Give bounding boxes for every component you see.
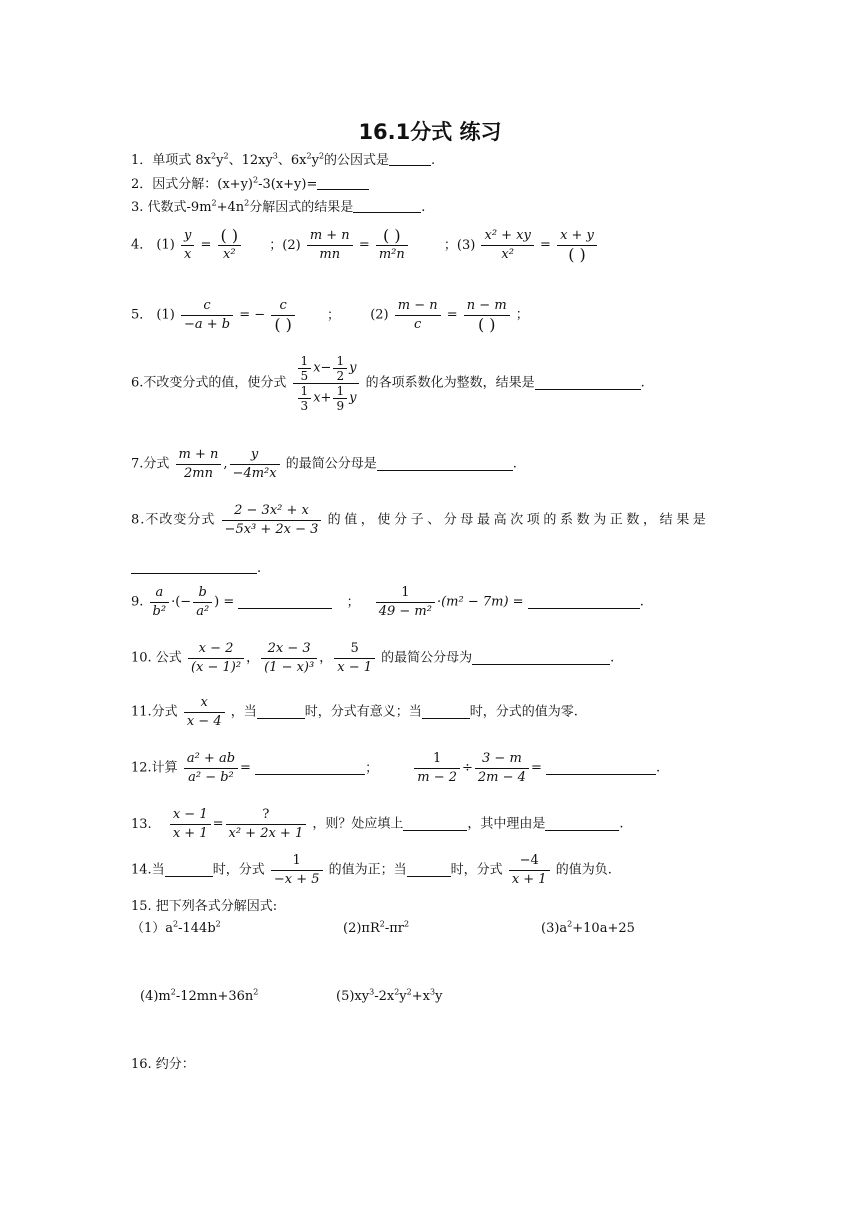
question-3: 3. 代数式$-9m^2+4n^2$分解因式的结果是 . [131,198,426,215]
question-12: 12.计算 $\frac{\text{a² + ab}}{\text{a² − b²}}$ = ； $\frac{1}{m - 2}$ ÷ $\frac{3 - m}{2m - 4}$ = . [131,751,661,785]
fraction: $\frac{x}{x - 4}$ [184,694,225,731]
fraction: $\frac{a}{\text{b²}}$ [150,584,170,621]
question-8: 8.不改变分式 $\frac{\text{2 − 3x² + x}}{\text{−5x³ + 2x − 3}}$ 的值，使分子、分母最高次项的系数为正数，结果是 [131,503,710,537]
fraction: $\frac{\text{a² + ab}}{\text{a² − b²}}$ [184,750,238,787]
answer-blank[interactable] [403,818,467,831]
answer-blank[interactable] [257,706,305,719]
question-15-item-2: $(2)\pi R^2-\pi r^2$ [343,919,410,936]
answer-blank[interactable] [165,864,213,877]
fraction: $\frac{y}{\text{−4m²x}}$ [230,446,280,483]
fraction: $\frac{\text{2 − 3x² + x}}{\text{−5x³ + 2x − 3}}$ [222,502,322,539]
answer-blank[interactable] [528,596,640,609]
fraction: $\frac{1}{m - 2}$ [414,750,460,787]
question-11: 11.分式 $\frac{x}{x - 4}$ ，当 时，分式有意义；当 时，分式的值为零. [131,695,578,729]
fraction: $\frac{1}{-x + 5}$ [271,852,323,889]
answer-blank[interactable] [407,864,451,877]
fraction: $\frac{-4}{x + 1}$ [509,852,550,889]
question-15-item-4: $(4)m^2-12mn+36n^2$ [140,987,259,1004]
answer-blank[interactable] [535,377,641,390]
fraction: $\frac{c}{( )}$ [271,297,295,334]
question-10: 10. 公式 $\frac{x - 2}{\text{(x − 1)²}}$ ， $\frac{2x - 3}{\text{(1 − x)³}}$ ， $\frac{5}{x - 1}$ 的最简公分母为 . [131,641,615,675]
question-5: 5． (1) $\frac{c}{-a + b}$ = − $\frac{c}{( )}$ ； (2) $\frac{m - n}{c}$ = $\frac{n - m}{( )}$ ； [131,298,529,334]
answer-blank[interactable] [353,200,421,213]
fraction: $\frac{m + n}{mn}$ [307,227,353,264]
fraction: $\frac{x + y}{( )}$ [557,227,597,264]
fraction: $\frac{y}{x}$ [181,227,194,264]
answer-blank[interactable] [131,561,257,574]
page-title: 16.1分式 练习 [358,120,502,144]
question-6: 6.不改变分式的值，使分式 $\frac{1}{5}$ x− $\frac{1}{2}$ y $\frac{1}{3}$ x+ $\frac{1}{9}$ y 的各项系数化为整数，结果是 . [131,354,645,413]
fraction: $\frac{1}{\text{49 − m²}}$ [376,584,435,621]
fraction: $\frac{x - 1}{x + 1}$ [170,806,211,843]
fraction: $\frac{c}{-a + b}$ [181,297,233,334]
question-16: 16. 约分： [131,1057,195,1072]
question-4: 4． (1) $\frac{y}{x}$ = $\frac{( )}{\text{x²}}$ ；(2) $\frac{m + n}{mn}$ = $\frac{( )}{\text{m²n}}$ ；(3) $\frac{\text{x² + xy}}{\text{x²}}$ = $\frac{x + y}{( )}$ [131,227,599,264]
answer-blank[interactable] [472,652,610,665]
answer-blank[interactable] [255,762,365,775]
question-15-item-1: $(1)a^2-144b^2$ [131,919,221,936]
fraction: $\frac{x - 2}{\text{(x − 1)²}}$ [188,640,244,677]
question-2: 2．因式分解：$(x+y)^2-3(x+y)=$ [131,176,369,194]
question-1: 1．单项式 $8x^2y^2$、$12xy^3$、$6x^2y^2$的公因式是 . [131,151,436,168]
fraction: $\frac{5}{x - 1}$ [334,640,375,677]
answer-blank[interactable] [545,818,619,831]
answer-blank[interactable] [546,762,656,775]
fraction: $\frac{3 - m}{2m - 4}$ [475,750,529,787]
fraction: $\frac{m - n}{c}$ [395,297,441,334]
question-9: 9. $\frac{a}{\text{b²}}$ ·(− $\frac{b}{\text{a²}}$ ) = ； $\frac{1}{\text{49 − m²}}$ ·(m² − 7m) = . [131,585,644,619]
fraction: $\frac{( )}{\text{m²n}}$ [376,227,408,264]
fraction: $\frac{( )}{\text{x²}}$ [218,227,242,264]
question-14: 14.当 时，分式 $\frac{1}{-x + 5}$ 的值为正；当 时，分式 $\frac{-4}{x + 1}$ 的值为负. [131,853,612,887]
answer-blank[interactable] [317,177,369,190]
question-15: 15. 把下列各式分解因式: [131,899,278,914]
complex-fraction: $\frac{1}{5}$ x− $\frac{1}{2}$ y $\frac{1}{3}$ x+ $\frac{1}{9}$ y [293,354,360,413]
fraction: $\frac{n - m}{( )}$ [464,297,510,334]
question-8-answer: . [131,560,261,578]
fraction: $\frac{\text{x² + xy}}{\text{x²}}$ [481,227,533,264]
fraction: $\frac{2x - 3}{\text{(1 − x)³}}$ [261,640,317,677]
question-7: 7.分式 $\frac{m + n}{2mn}$ , $\frac{y}{\text{−4m²x}}$ 的最简公分母是 . [131,447,517,481]
answer-blank[interactable] [238,596,332,609]
fraction: $\frac{b}{\text{a²}}$ [193,584,212,621]
fraction: $\frac{m + n}{2mn}$ [176,446,222,483]
answer-blank[interactable] [377,458,513,471]
question-15-item-5: $(5)xy^3-2x^2y^2+x^3y$ [336,987,443,1004]
answer-blank[interactable] [389,153,431,166]
question-13: 13. $\frac{x - 1}{x + 1}$ = $\frac{?}{\text{x² + 2x + 1}}$ ，则？处应填上 ，其中理由是 . [131,807,624,841]
answer-blank[interactable] [422,706,470,719]
question-15-item-3: $(3)a^2+10a+25$ [541,919,635,936]
fraction: $\frac{?}{\text{x² + 2x + 1}}$ [226,806,307,843]
